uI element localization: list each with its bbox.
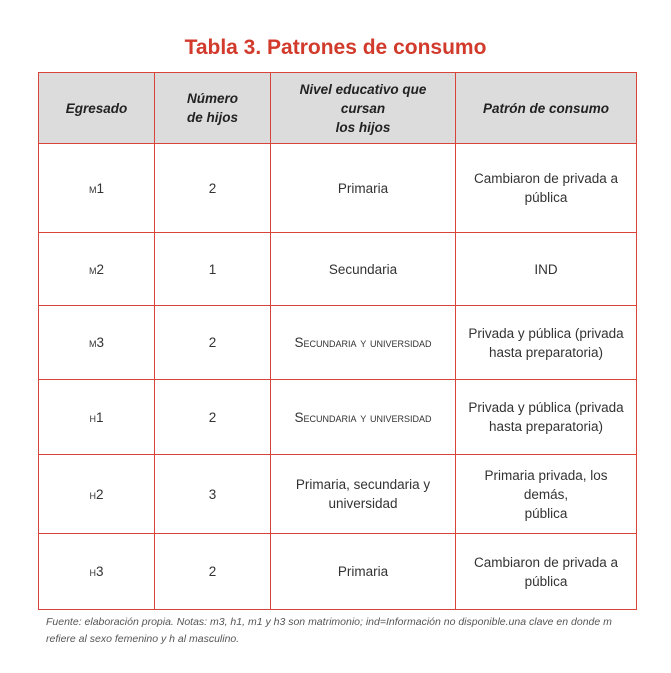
cell-nivel: Primaria [271,144,456,233]
cell-hijos: 2 [155,144,271,233]
cell-patron: Privada y pública (privada hasta preparatoria) [456,306,637,380]
footnote-line: Fuente: elaboración propia. Notas: m3, h1, m1 y h3 son matrimonio; ind=Información no disponible.una clave en donde m [46,616,612,628]
header-patron-de-consumo: Patrón de consumo [456,73,637,144]
cell-hijos: 2 [155,306,271,380]
cell-patron: Primaria privada, los demás, pública [456,455,637,534]
cell-nivel: Primaria, secundaria y universidad [271,455,456,534]
cell-nivel: Secundaria [271,233,456,306]
cell-hijos: 1 [155,233,271,306]
table-row [39,306,637,380]
consumption-patterns-table [38,72,637,610]
cell-egresado: m3 [39,306,155,380]
cell-nivel: Primaria [271,534,456,610]
header-egresado: Egresado [39,73,155,144]
header-numero-de-hijos: Número de hijos [155,73,271,144]
cell-egresado: h2 [39,455,155,534]
cell-hijos: 2 [155,380,271,455]
cell-hijos: 2 [155,534,271,610]
table-title: Tabla 3. Patrones de consumo [184,36,487,59]
cell-nivel: Secundaria y universidad [271,380,456,455]
cell-nivel: Secundaria y universidad [271,306,456,380]
cell-egresado: h3 [39,534,155,610]
table-header-row [39,73,637,144]
table-row [39,144,637,233]
header-nivel-educativo: Nivel educativo que cursan los hijos [271,73,456,144]
table-row [39,380,637,455]
cell-patron: Cambiaron de privada a pública [456,534,637,610]
cell-patron: IND [456,233,637,306]
cell-egresado: m2 [39,233,155,306]
table-row [39,455,637,534]
cell-patron: Privada y pública (privada hasta preparatoria) [456,380,637,455]
table-row [39,534,637,610]
cell-hijos: 3 [155,455,271,534]
table-footnote [46,614,646,648]
table-row [39,233,637,306]
footnote-line: refiere al sexo femenino y h al masculino. [46,633,240,645]
cell-patron: Cambiaron de privada a pública [456,144,637,233]
cell-egresado: h1 [39,380,155,455]
cell-egresado: m1 [39,144,155,233]
